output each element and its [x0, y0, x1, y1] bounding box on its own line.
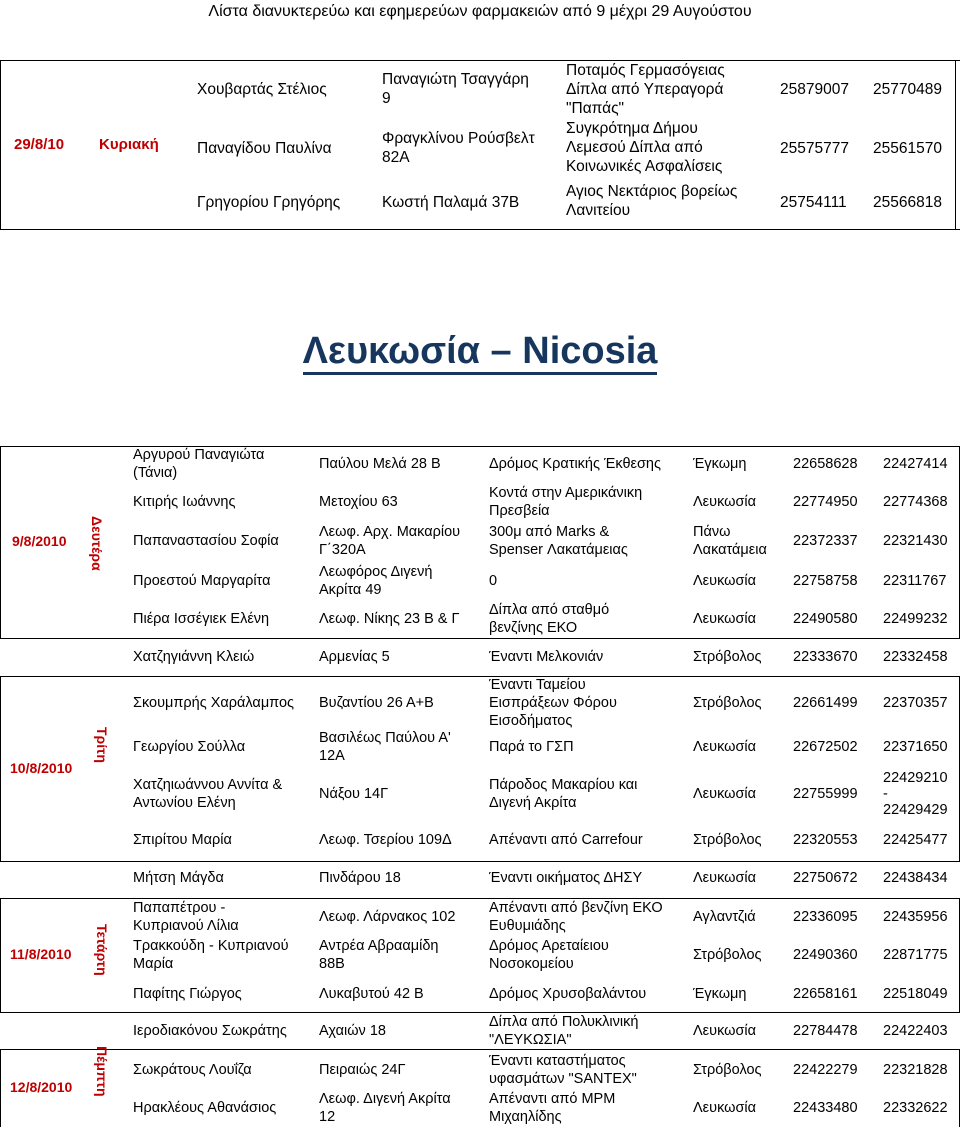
area-cell: Στρόβολος	[693, 695, 762, 711]
address-line: Νάξου 14Γ	[319, 786, 389, 802]
landmark-line: βενζίνης ΕΚΟ	[489, 620, 578, 636]
area-cell: Πάνω	[693, 524, 731, 540]
area-cell: Στρόβολος	[693, 649, 762, 665]
table-border-top	[0, 60, 960, 61]
landmark-line: Έναντι οικήματος ΔΗΣΥ	[489, 870, 643, 886]
address-line: Πειραιώς 24Γ	[319, 1062, 406, 1078]
pharmacist-name: Ηρακλέους Αθανάσιος	[133, 1100, 277, 1116]
landmark-line: Κοινωνικές Ασφαλίσεις	[566, 158, 723, 175]
phone-1: 22755999	[793, 786, 858, 802]
address-line: 82Α	[382, 149, 410, 166]
address-line: Παύλου Μελά 28 Β	[319, 456, 441, 472]
landmark-line: Ευθυμιάδης	[489, 918, 566, 934]
address-line: Αχαιών 18	[319, 1023, 386, 1039]
phone-1: 22658161	[793, 986, 858, 1002]
pharmacist-name: Χατζηγιάννη Κλειώ	[133, 649, 255, 665]
address-line: Βυζαντίου 26 Α+Β	[319, 695, 434, 711]
pharmacist-name: Παπαπέτρου -	[133, 900, 226, 916]
phone-1: 25754111	[780, 194, 847, 211]
pharmacist-name: Γρηγορίου Γρηγόρης	[197, 194, 341, 211]
landmark-line: Απέναντι από Carrefour	[489, 832, 643, 848]
pharmacist-name: Χατζηιωάννου Αννίτα &	[133, 777, 283, 793]
phone-2: 22311767	[883, 573, 947, 589]
day-cell: Τρίτη	[94, 727, 110, 763]
address-line: Παναγιώτη Τσαγγάρη	[382, 71, 529, 88]
landmark-line: Δρόμος Χρυσοβαλάντου	[489, 986, 647, 1002]
landmark-line: Έναντι Ταμείου	[489, 677, 586, 693]
landmark-line: Λανιτείου	[566, 202, 631, 219]
table-border-bottom	[0, 229, 960, 230]
phone-2: 22332458	[883, 649, 948, 665]
pharmacist-name: Σκουμπρής Χαράλαμπος	[133, 695, 295, 711]
phone-2: 22438434	[883, 870, 948, 886]
landmark-line: Εισοδήματος	[489, 713, 573, 729]
date-cell: 10/8/2010	[10, 759, 73, 776]
address-line: 12Α	[319, 748, 345, 764]
phone-1: 22774950	[793, 494, 858, 510]
pharmacist-name: Σπιρίτου Μαρία	[133, 832, 232, 848]
landmark-line: 300μ από Marks &	[489, 524, 610, 540]
phone-1: 22661499	[793, 695, 858, 711]
landmark-line: Νοσοκομείου	[489, 956, 574, 972]
phone-1: 22372337	[793, 533, 858, 549]
landmark-line: Συγκρότημα Δήμου	[566, 120, 698, 137]
landmark-line: "ΛΕΥΚΩΣΙΑ"	[489, 1032, 572, 1048]
day-cell: Τετάρτη	[94, 924, 110, 976]
phone-1: 22490360	[793, 947, 858, 963]
landmark-line: Πρεσβεία	[489, 503, 550, 519]
day-block-border-bottom	[0, 1012, 960, 1013]
day-cell: Κυριακή	[99, 136, 159, 153]
pharmacist-name: Μαρία	[133, 956, 174, 972]
pharmacist-name: Χουβαρτάς Στέλιος	[197, 81, 327, 98]
area-cell: Έγκωμη	[693, 986, 747, 1002]
area-cell: Λευκωσία	[693, 611, 757, 627]
day-cell: Πέμπτη	[94, 1046, 110, 1097]
day-block-border-left	[0, 446, 1, 638]
phone-1: 22336095	[793, 909, 858, 925]
phone-1: 25879007	[780, 81, 849, 98]
phone-2: 22371650	[883, 739, 948, 755]
address-line: Λεωφ. Διγενή Ακρίτα	[319, 1091, 451, 1107]
day-block-border-left	[0, 898, 1, 1012]
phone-2: 22425477	[883, 832, 948, 848]
phone-2: 22774368	[883, 494, 948, 510]
landmark-line: Λεμεσού Δίπλα από	[566, 139, 703, 156]
landmark-line: Ποταμός Γερμασόγειας	[566, 62, 725, 79]
pharmacist-name: Γεωργίου Σούλλα	[133, 739, 246, 755]
phone-1: 25575777	[780, 140, 849, 157]
address-line: Λυκαβυτού 42 Β	[319, 986, 424, 1002]
phone-1: 22333670	[793, 649, 858, 665]
phone-2: 22499232	[883, 611, 948, 627]
address-line: 9	[382, 90, 391, 107]
landmark-line: Αγιος Νεκτάριος βορείως	[566, 183, 738, 200]
area-cell: Λευκωσία	[693, 786, 757, 802]
table-border-right	[955, 60, 956, 229]
phone-1: 22784478	[793, 1023, 858, 1039]
landmark-line: Απέναντι από ΜΡΜ	[489, 1091, 616, 1107]
landmark-line: Πάροδος Μακαρίου και	[489, 777, 638, 793]
phone-1: 22490580	[793, 611, 858, 627]
pharmacist-name: Πιέρα Ισσέγιεκ Ελένη	[133, 611, 270, 627]
address-line: Κωστή Παλαμά 37Β	[382, 194, 520, 211]
phone-2: 22429429	[883, 802, 948, 818]
pharmacist-name: Τρακκούδη - Κυπριανού	[133, 938, 289, 954]
day-block-border-top	[0, 1049, 960, 1050]
page-title: Λίστα διανυκτερεύω και εφημερεύων φαρμακειών από 9 μέχρι 29 Αυγούστου	[208, 3, 752, 20]
phone-2: 22435956	[883, 909, 948, 925]
address-line: 88Β	[319, 956, 345, 972]
landmark-line: Κοντά στην Αμερικάνικη	[489, 485, 643, 501]
phone-2: 22422403	[883, 1023, 948, 1039]
address-line: 12	[319, 1109, 336, 1125]
landmark-line: Δίπλα από Υπεραγορά	[566, 81, 724, 98]
phone-1: 22658628	[793, 456, 858, 472]
landmark-line: Μιχαηλίδης	[489, 1109, 562, 1125]
phone-2: 22321430	[883, 533, 948, 549]
address-line: Λεωφ. Αρχ. Μακαρίου	[319, 524, 461, 540]
address-line: Ακρίτα 49	[319, 582, 382, 598]
pharmacist-name: Σωκράτους Λουΐζα	[133, 1062, 252, 1078]
landmark-line: "Παπάς"	[566, 100, 625, 117]
address-line: Γ΄320Α	[319, 542, 366, 558]
date-cell: 12/8/2010	[10, 1079, 73, 1095]
day-block-rule-left	[0, 676, 125, 677]
landmark-line: Δρόμος Αρεταίειου	[489, 938, 609, 954]
phone-2: -	[883, 786, 888, 802]
pharmacist-name: Κυπριανού Λίλια	[133, 918, 239, 934]
area-cell: Λευκωσία	[693, 870, 757, 886]
date-cell: 11/8/2010	[10, 946, 72, 962]
phone-2: 22332622	[883, 1100, 948, 1116]
phone-2: 22427414	[883, 456, 948, 472]
phone-2: 22518049	[883, 986, 948, 1002]
phone-1: 22750672	[793, 870, 858, 886]
address-line: Μετοχίου 63	[319, 494, 398, 510]
landmark-line: Παρά το ΓΣΠ	[489, 739, 574, 755]
day-cell: Δευτέρα	[89, 516, 105, 571]
address-line: Αντρέα Αβρααμίδη	[319, 938, 439, 954]
address-line: Πινδάρου 18	[319, 870, 401, 886]
city-heading: Λευκωσία – Nicosia	[0, 330, 960, 373]
pharmacist-name: Ιεροδιακόνου Σωκράτης	[133, 1023, 287, 1039]
pharmacist-name: Προεστού Μαργαρίτα	[133, 573, 271, 589]
pharmacist-name: Παφίτης Γιώργος	[133, 986, 242, 1002]
address-line: Αρμενίας 5	[319, 649, 390, 665]
pharmacist-name: Αργυρού Παναγιώτα	[133, 447, 265, 463]
phone-1: 22433480	[793, 1100, 858, 1116]
address-line: Βασιλέως Παύλου Α'	[319, 730, 451, 746]
landmark-line: υφασμάτων "SANTEX"	[489, 1071, 637, 1087]
area-cell: Έγκωμη	[693, 456, 747, 472]
address-line: Φραγκλίνου Ρούσβελτ	[382, 130, 535, 147]
phone-1: 22320553	[793, 832, 858, 848]
area-cell: Αγλαντζιά	[693, 909, 756, 925]
table-border-left	[0, 60, 1, 229]
phone-2: 22871775	[883, 947, 948, 963]
area-cell: Στρόβολος	[693, 1062, 762, 1078]
landmark-line: Απέναντι από βενζίνη ΕΚΟ	[489, 900, 663, 916]
day-block-border-bottom	[0, 638, 960, 639]
day-block-border-left	[0, 676, 1, 861]
day-block-border-top	[0, 676, 960, 677]
address-line: Λεωφ. Νίκης 23 Β & Γ	[319, 611, 460, 627]
pharmacist-name: Αντωνίου Ελένη	[133, 795, 236, 811]
area-cell: Λευκωσία	[693, 1100, 757, 1116]
phone-2: 22321828	[883, 1062, 948, 1078]
area-cell: Λευκωσία	[693, 494, 757, 510]
address-line: Λεωφ. Τσερίου 109Δ	[319, 832, 452, 848]
phone-2: 25770489	[873, 81, 942, 98]
area-cell: Στρόβολος	[693, 832, 762, 848]
day-block-border-bottom	[0, 861, 960, 862]
phone-2: 22429210	[883, 770, 948, 786]
pharmacist-name: Παπαναστασίου Σοφία	[133, 533, 279, 549]
pharmacist-name: Κιτιρής Ιωάννης	[133, 494, 236, 510]
address-line: Λεωφόρος Διγενή	[319, 564, 433, 580]
phone-2: 25566818	[873, 194, 942, 211]
landmark-line: Διγενή Ακρίτα	[489, 795, 577, 811]
phone-2: 25561570	[873, 140, 942, 157]
area-cell: Στρόβολος	[693, 947, 762, 963]
area-cell: Λευκωσία	[693, 573, 757, 589]
landmark-line: 0	[489, 573, 498, 589]
pharmacist-name: (Τάνια)	[133, 465, 178, 481]
phone-1: 22758758	[793, 573, 858, 589]
landmark-line: Δίπλα από Πολυκλινική	[489, 1014, 639, 1030]
area-cell: Λευκωσία	[693, 1023, 757, 1039]
day-block-border-left	[0, 1049, 1, 1127]
day-block-rule-left	[0, 898, 125, 899]
date-cell: 29/8/10	[14, 136, 65, 153]
address-line: Λεωφ. Λάρνακος 102	[319, 909, 456, 925]
landmark-line: Spenser Λακατάμειας	[489, 542, 628, 558]
area-cell: Λακατάμεια	[693, 542, 767, 558]
landmark-line: Έναντι Μελκονιάν	[489, 649, 604, 665]
landmark-line: Δίπλα από σταθμό	[489, 602, 610, 618]
pharmacist-name: Παναγίδου Παυλίνα	[197, 140, 332, 157]
landmark-line: Εισπράξεων Φόρου	[489, 695, 617, 711]
phone-1: 22672502	[793, 739, 858, 755]
phone-1: 22422279	[793, 1062, 858, 1078]
landmark-line: Έναντι καταστήματος	[489, 1053, 626, 1069]
phone-2: 22370357	[883, 695, 948, 711]
pharmacist-name: Μήτση Μάγδα	[133, 870, 224, 886]
date-cell: 9/8/2010	[12, 533, 67, 549]
area-cell: Λευκωσία	[693, 739, 757, 755]
landmark-line: Δρόμος Κρατικής Έκθεσης	[489, 456, 661, 472]
